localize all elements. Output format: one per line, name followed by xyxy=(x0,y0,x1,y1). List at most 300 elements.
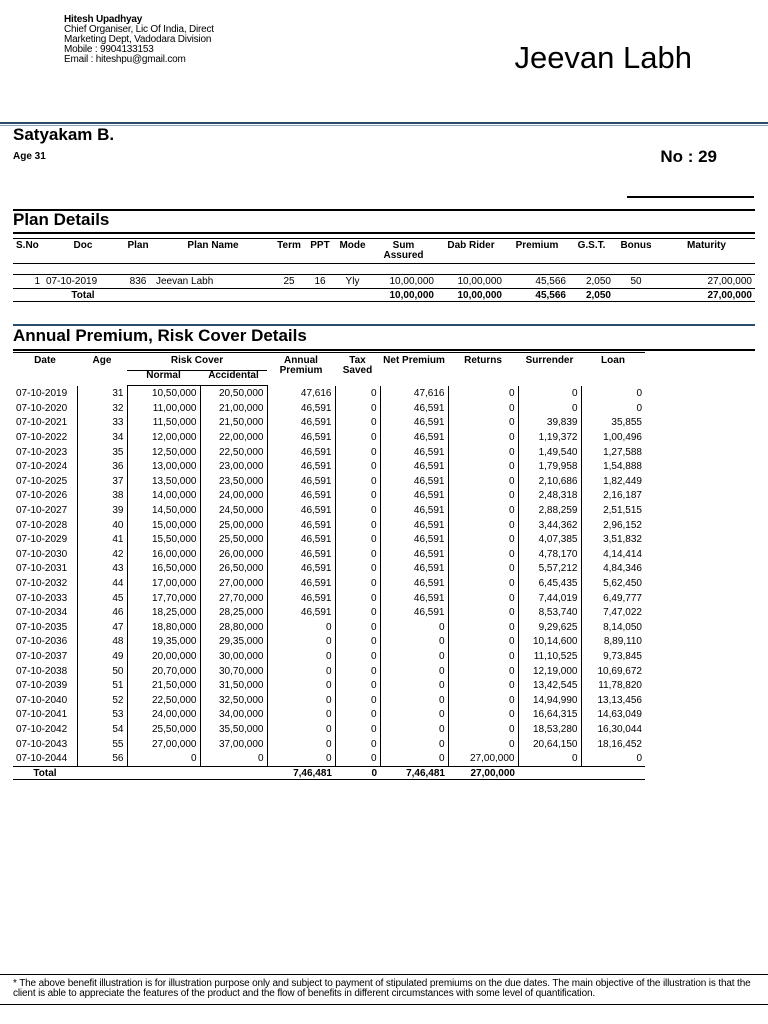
premium-cell: 54 xyxy=(77,723,127,738)
premium-cell: 0 xyxy=(448,562,518,577)
premium-cell: 2,88,259 xyxy=(518,504,581,519)
premium-cell: 18,53,280 xyxy=(518,723,581,738)
premium-cell: 45 xyxy=(77,591,127,606)
premium-cell: 20,70,000 xyxy=(127,664,200,679)
plan-total-row xyxy=(13,289,755,302)
premium-cell: 0 xyxy=(267,693,335,708)
premium-cell: 31 xyxy=(77,386,127,402)
premium-cell: 28,80,000 xyxy=(200,621,267,636)
plan-cell: 50 xyxy=(614,275,658,289)
premium-row xyxy=(13,621,645,636)
plan-cell: 836 xyxy=(123,275,153,289)
plan-cell: 10,00,000 xyxy=(437,275,505,289)
premium-cell: 0 xyxy=(448,445,518,460)
premium-cell: 24,00,000 xyxy=(200,489,267,504)
premium-cell: 0 xyxy=(267,752,335,767)
premium-cell: 07-10-2038 xyxy=(13,664,77,679)
premium-row xyxy=(13,475,645,490)
premium-cell: 46,591 xyxy=(380,504,448,519)
premium-cell: 14,50,000 xyxy=(127,504,200,519)
premium-cell: 0 xyxy=(380,679,448,694)
premium-cell: 26,00,000 xyxy=(200,548,267,563)
premium-total-annual: 7,46,481 xyxy=(267,767,335,780)
premium-cell: 4,84,346 xyxy=(603,563,642,575)
plan-col-premium: Premium xyxy=(505,239,569,264)
plan-col-gst: G.S.T. xyxy=(569,239,614,264)
premium-cell: 0 xyxy=(335,489,380,504)
premium-cell: 37,00,000 xyxy=(200,737,267,752)
premium-row xyxy=(13,518,645,533)
premium-row xyxy=(13,752,645,767)
premium-cell: 13,13,456 xyxy=(597,694,642,706)
premium-cell: 0 xyxy=(380,737,448,752)
premium-cell: 38 xyxy=(77,489,127,504)
premium-cell: 20,50,000 xyxy=(200,386,267,402)
plan-col-plan: Plan xyxy=(123,239,153,264)
premium-table xyxy=(13,352,645,780)
premium-cell: 22,00,000 xyxy=(200,431,267,446)
premium-cell: 07-10-2028 xyxy=(13,518,77,533)
premium-cell: 23,00,000 xyxy=(200,460,267,475)
plan-total-maturity: 27,00,000 xyxy=(658,289,755,302)
premium-total-tax: 0 xyxy=(335,767,380,780)
plan-cell: 45,566 xyxy=(505,275,569,289)
premium-cell: 0 xyxy=(335,402,380,417)
premium-cell: 13,42,545 xyxy=(518,679,581,694)
premium-cell: 0 xyxy=(335,621,380,636)
premium-cell: 8,14,050 xyxy=(603,621,642,633)
premium-row xyxy=(13,650,645,665)
premium-col-date: Date xyxy=(13,353,77,386)
premium-row xyxy=(13,431,645,446)
plan-total-gst: 2,050 xyxy=(569,289,614,302)
premium-cell: 4,78,170 xyxy=(518,548,581,563)
premium-cell: 0 xyxy=(380,693,448,708)
premium-cell: 55 xyxy=(77,737,127,752)
premium-row xyxy=(13,708,645,723)
premium-cell: 07-10-2034 xyxy=(13,606,77,621)
premium-cell: 0 xyxy=(267,737,335,752)
premium-cell: 07-10-2024 xyxy=(13,460,77,475)
plan-col-ppt: PPT xyxy=(305,239,335,264)
premium-cell: 0 xyxy=(448,621,518,636)
premium-cell: 07-10-2039 xyxy=(13,679,77,694)
premium-cell: 10,14,600 xyxy=(518,635,581,650)
plan-col-dab-rider: Dab Rider xyxy=(437,239,505,264)
premium-cell: 0 xyxy=(636,753,642,765)
premium-row xyxy=(13,664,645,679)
client-name: Satyakam B. xyxy=(13,125,115,144)
premium-cell: 0 xyxy=(448,606,518,621)
plan-row xyxy=(13,275,755,289)
premium-cell: 31,50,000 xyxy=(200,679,267,694)
premium-cell: 52 xyxy=(77,693,127,708)
premium-cell: 18,25,000 xyxy=(127,606,200,621)
premium-total-row xyxy=(13,767,645,780)
premium-cell: 0 xyxy=(636,388,642,400)
premium-cell: 35 xyxy=(77,445,127,460)
premium-cell: 1,82,449 xyxy=(603,475,642,487)
premium-cell: 23,50,000 xyxy=(200,475,267,490)
premium-cell: 1,49,540 xyxy=(518,445,581,460)
premium-cell: 0 xyxy=(380,708,448,723)
premium-cell: 0 xyxy=(335,460,380,475)
agent-designation: Chief Organiser, Lic Of India, Direct xyxy=(64,24,214,35)
premium-cell: 07-10-2042 xyxy=(13,723,77,738)
premium-cell: 07-10-2026 xyxy=(13,489,77,504)
premium-cell: 0 xyxy=(380,752,448,767)
premium-cell: 34 xyxy=(77,431,127,446)
premium-cell: 46,591 xyxy=(267,606,335,621)
premium-row xyxy=(13,679,645,694)
premium-cell: 46,591 xyxy=(267,518,335,533)
premium-cell: 0 xyxy=(518,752,581,767)
premium-cell: 46,591 xyxy=(267,416,335,431)
premium-cell: 0 xyxy=(518,402,581,417)
premium-cell: 4,14,414 xyxy=(603,548,642,560)
premium-cell: 46,591 xyxy=(380,489,448,504)
premium-cell: 2,10,686 xyxy=(518,475,581,490)
premium-cell: 07-10-2023 xyxy=(13,445,77,460)
premium-cell: 46,591 xyxy=(267,533,335,548)
premium-cell: 4,07,385 xyxy=(518,533,581,548)
premium-cell: 9,29,625 xyxy=(518,621,581,636)
premium-cell: 16,30,044 xyxy=(597,723,642,735)
premium-row xyxy=(13,460,645,475)
premium-cell: 0 xyxy=(335,635,380,650)
premium-cell: 0 xyxy=(448,489,518,504)
premium-col-tax-saved: Tax Saved xyxy=(335,353,380,386)
premium-cell: 0 xyxy=(636,402,642,414)
premium-cell: 18,16,452 xyxy=(597,738,642,750)
premium-row xyxy=(13,548,645,563)
premium-cell: 46,591 xyxy=(267,548,335,563)
premium-cell: 0 xyxy=(448,504,518,519)
premium-cell: 1,54,888 xyxy=(603,461,642,473)
premium-cell: 0 xyxy=(448,591,518,606)
premium-cell: 53 xyxy=(77,708,127,723)
premium-cell: 0 xyxy=(267,679,335,694)
premium-cell: 24,00,000 xyxy=(127,708,200,723)
premium-cell: 46,591 xyxy=(380,431,448,446)
premium-cell: 24,50,000 xyxy=(200,504,267,519)
premium-row xyxy=(13,693,645,708)
premium-cell: 0 xyxy=(448,708,518,723)
premium-cell: 0 xyxy=(380,635,448,650)
premium-cell: 1,00,496 xyxy=(603,432,642,444)
premium-col-annual-premium: Annual Premium xyxy=(267,353,335,386)
premium-row xyxy=(13,504,645,519)
premium-cell: 46,591 xyxy=(267,445,335,460)
premium-cell: 0 xyxy=(267,635,335,650)
premium-header-row xyxy=(13,353,645,371)
premium-cell: 47,616 xyxy=(380,386,448,402)
premium-cell: 0 xyxy=(267,621,335,636)
premium-cell: 14,00,000 xyxy=(127,489,200,504)
premium-row xyxy=(13,606,645,621)
premium-cell: 46,591 xyxy=(380,402,448,417)
premium-cell: 39,839 xyxy=(518,416,581,431)
premium-col-surrender: Surrender xyxy=(518,353,581,386)
premium-cell: 46,591 xyxy=(380,416,448,431)
premium-cell: 46,591 xyxy=(267,562,335,577)
premium-cell: 0 xyxy=(267,650,335,665)
premium-cell: 0 xyxy=(448,679,518,694)
premium-cell: 07-10-2037 xyxy=(13,650,77,665)
premium-cell: 27,00,000 xyxy=(200,577,267,592)
plan-cell: 10,00,000 xyxy=(370,275,437,289)
premium-cell: 0 xyxy=(335,518,380,533)
premium-cell: 0 xyxy=(448,693,518,708)
premium-row xyxy=(13,737,645,752)
plan-section-rule-bottom xyxy=(13,232,755,234)
premium-cell: 16,50,000 xyxy=(127,562,200,577)
premium-row xyxy=(13,562,645,577)
premium-cell: 07-10-2032 xyxy=(13,577,77,592)
premium-cell: 10,50,000 xyxy=(127,386,200,402)
premium-cell: 29,35,000 xyxy=(200,635,267,650)
premium-cell: 2,96,152 xyxy=(603,519,642,531)
premium-cell: 42 xyxy=(77,548,127,563)
premium-cell: 49 xyxy=(77,650,127,665)
premium-cell: 34,00,000 xyxy=(200,708,267,723)
premium-cell: 6,45,435 xyxy=(518,577,581,592)
premium-cell: 07-10-2030 xyxy=(13,548,77,563)
premium-cell: 48 xyxy=(77,635,127,650)
premium-cell: 0 xyxy=(380,621,448,636)
premium-cell: 5,57,212 xyxy=(518,562,581,577)
premium-cell: 12,00,000 xyxy=(127,431,200,446)
premium-cell: 46,591 xyxy=(380,460,448,475)
premium-cell: 0 xyxy=(380,723,448,738)
premium-cell: 46,591 xyxy=(267,402,335,417)
premium-cell: 07-10-2040 xyxy=(13,693,77,708)
disclaimer-text: * The above benefit illustration is for illustration purpose only and subject to payment of stipulated premiums on the due dates. The main objective of the illustration is that the client is able to appreciate the features of the product and the flow of benefits in different circumstances with some level of quantification. xyxy=(13,978,751,999)
header-divider xyxy=(0,122,768,124)
premium-cell: 2,48,318 xyxy=(518,489,581,504)
premium-row xyxy=(13,416,645,431)
premium-cell: 50 xyxy=(77,664,127,679)
premium-cell: 22,50,000 xyxy=(127,693,200,708)
premium-row xyxy=(13,489,645,504)
premium-cell: 27,00,000 xyxy=(127,737,200,752)
plan-total-label: Total xyxy=(43,289,123,302)
premium-row xyxy=(13,723,645,738)
premium-cell: 0 xyxy=(448,518,518,533)
plan-col-plan-name: Plan Name xyxy=(153,239,273,264)
footer-divider-bottom xyxy=(0,1004,768,1005)
premium-cell: 2,16,187 xyxy=(603,490,642,502)
plan-cell: 25 xyxy=(273,275,305,289)
premium-cell: 21,50,000 xyxy=(127,679,200,694)
plan-cell: 16 xyxy=(305,275,335,289)
premium-cell: 07-10-2033 xyxy=(13,591,77,606)
premium-cell: 46,591 xyxy=(267,504,335,519)
premium-cell: 2,51,515 xyxy=(603,505,642,517)
premium-cell: 0 xyxy=(335,577,380,592)
premium-cell: 1,79,958 xyxy=(518,460,581,475)
premium-cell: 0 xyxy=(448,386,518,402)
premium-cell: 0 xyxy=(335,591,380,606)
premium-section-rule-bottom xyxy=(13,349,755,351)
premium-cell: 07-10-2027 xyxy=(13,504,77,519)
premium-cell: 36 xyxy=(77,460,127,475)
plan-col-maturity: Maturity xyxy=(658,239,755,264)
premium-cell: 46,591 xyxy=(267,489,335,504)
premium-row xyxy=(13,386,645,402)
premium-cell: 0 xyxy=(448,664,518,679)
premium-cell: 17,00,000 xyxy=(127,577,200,592)
premium-cell: 11,50,000 xyxy=(127,416,200,431)
premium-cell: 7,47,022 xyxy=(603,607,642,619)
premium-cell: 07-10-2029 xyxy=(13,533,77,548)
premium-cell: 46,591 xyxy=(267,431,335,446)
agent-department: Marketing Dept, Vadodara Division xyxy=(64,34,212,45)
premium-cell: 0 xyxy=(448,460,518,475)
premium-cell: 46,591 xyxy=(380,533,448,548)
premium-cell: 07-10-2044 xyxy=(13,752,77,767)
premium-cell: 46,591 xyxy=(380,577,448,592)
premium-total-net: 7,46,481 xyxy=(380,767,448,780)
premium-rows xyxy=(13,386,645,767)
plan-col-mode: Mode xyxy=(335,239,370,264)
plan-cell: Yly xyxy=(335,275,370,289)
premium-col-normal: Normal xyxy=(127,371,200,386)
premium-cell: 07-10-2036 xyxy=(13,635,77,650)
premium-cell: 0 xyxy=(448,737,518,752)
premium-cell: 32 xyxy=(77,402,127,417)
premium-cell: 0 xyxy=(335,664,380,679)
plan-cell: 1 xyxy=(13,275,43,289)
premium-cell: 0 xyxy=(335,548,380,563)
premium-cell: 15,50,000 xyxy=(127,533,200,548)
plan-section-rule xyxy=(13,209,755,211)
premium-cell: 0 xyxy=(335,752,380,767)
plan-total-premium: 45,566 xyxy=(505,289,569,302)
plan-total-dab-rider: 10,00,000 xyxy=(437,289,505,302)
premium-cell: 3,44,362 xyxy=(518,518,581,533)
premium-cell: 46,591 xyxy=(267,591,335,606)
premium-cell: 0 xyxy=(335,533,380,548)
premium-row xyxy=(13,591,645,606)
premium-cell: 0 xyxy=(200,752,267,767)
premium-cell: 0 xyxy=(448,533,518,548)
premium-cell: 07-10-2022 xyxy=(13,431,77,446)
agent-name: Hitesh Upadhyay xyxy=(64,14,143,25)
premium-cell: 26,50,000 xyxy=(200,562,267,577)
premium-cell: 56 xyxy=(77,752,127,767)
premium-cell: 46,591 xyxy=(380,518,448,533)
premium-cell: 25,00,000 xyxy=(200,518,267,533)
premium-cell: 0 xyxy=(335,504,380,519)
premium-col-accidental: Accidental xyxy=(200,371,267,386)
premium-cell: 27,70,000 xyxy=(200,591,267,606)
premium-cell: 47 xyxy=(77,621,127,636)
premium-cell: 0 xyxy=(335,737,380,752)
plan-cell: 2,050 xyxy=(569,275,614,289)
premium-cell: 0 xyxy=(335,475,380,490)
plan-header-row xyxy=(13,239,755,264)
premium-cell: 14,94,990 xyxy=(518,693,581,708)
agent-details xyxy=(64,15,214,65)
premium-cell: 13,50,000 xyxy=(127,475,200,490)
premium-cell: 32,50,000 xyxy=(200,693,267,708)
premium-col-returns: Returns xyxy=(448,353,518,386)
premium-cell: 0 xyxy=(335,650,380,665)
premium-cell: 21,50,000 xyxy=(200,416,267,431)
premium-cell: 46,591 xyxy=(267,475,335,490)
premium-col-risk-cover: Risk Cover xyxy=(127,353,267,371)
premium-cell: 39 xyxy=(77,504,127,519)
premium-cell: 13,00,000 xyxy=(127,460,200,475)
premium-cell: 46,591 xyxy=(267,460,335,475)
premium-cell: 46,591 xyxy=(267,577,335,592)
premium-cell: 30,00,000 xyxy=(200,650,267,665)
premium-section-title: Annual Premium, Risk Cover Details xyxy=(13,326,307,345)
premium-cell: 30,70,000 xyxy=(200,664,267,679)
premium-cell: 46,591 xyxy=(380,445,448,460)
premium-cell: 43 xyxy=(77,562,127,577)
premium-cell: 27,00,000 xyxy=(448,752,518,767)
plan-col-term: Term xyxy=(273,239,305,264)
premium-cell: 46,591 xyxy=(380,606,448,621)
premium-cell: 10,69,672 xyxy=(597,665,642,677)
premium-cell: 22,50,000 xyxy=(200,445,267,460)
plan-total-sum-assured: 10,00,000 xyxy=(370,289,437,302)
premium-col-age: Age xyxy=(77,353,127,386)
premium-row xyxy=(13,635,645,650)
premium-cell: 46,591 xyxy=(380,591,448,606)
premium-cell: 07-10-2043 xyxy=(13,737,77,752)
premium-cell: 8,53,740 xyxy=(518,606,581,621)
premium-cell: 0 xyxy=(335,431,380,446)
premium-cell: 1,27,588 xyxy=(603,446,642,458)
premium-cell: 0 xyxy=(448,475,518,490)
premium-cell: 0 xyxy=(448,635,518,650)
premium-cell: 12,19,000 xyxy=(518,664,581,679)
premium-cell: 47,616 xyxy=(267,386,335,402)
plan-cell: 27,00,000 xyxy=(658,275,755,289)
premium-cell: 46,591 xyxy=(380,562,448,577)
premium-cell: 0 xyxy=(380,650,448,665)
plan-cell: 07-10-2019 xyxy=(43,275,123,289)
premium-cell: 20,00,000 xyxy=(127,650,200,665)
premium-cell: 11,00,000 xyxy=(127,402,200,417)
premium-total-returns: 27,00,000 xyxy=(448,767,518,780)
premium-cell: 35,50,000 xyxy=(200,723,267,738)
premium-cell: 0 xyxy=(448,577,518,592)
premium-cell: 0 xyxy=(448,650,518,665)
premium-cell: 0 xyxy=(335,445,380,460)
premium-cell: 46,591 xyxy=(380,475,448,490)
premium-cell: 0 xyxy=(380,664,448,679)
premium-total-label: Total xyxy=(13,767,77,780)
premium-cell: 37 xyxy=(77,475,127,490)
agent-mobile: Mobile : 9904133153 xyxy=(64,44,154,55)
premium-row xyxy=(13,577,645,592)
premium-cell: 0 xyxy=(448,402,518,417)
premium-cell: 9,73,845 xyxy=(603,650,642,662)
premium-cell: 3,51,832 xyxy=(603,534,642,546)
premium-cell: 18,80,000 xyxy=(127,621,200,636)
premium-cell: 07-10-2021 xyxy=(13,416,77,431)
client-age: Age 31 xyxy=(13,151,46,162)
premium-cell: 46 xyxy=(77,606,127,621)
premium-cell: 46,591 xyxy=(380,548,448,563)
premium-row xyxy=(13,445,645,460)
premium-cell: 07-10-2019 xyxy=(13,386,77,402)
premium-cell: 11,78,820 xyxy=(598,680,642,692)
